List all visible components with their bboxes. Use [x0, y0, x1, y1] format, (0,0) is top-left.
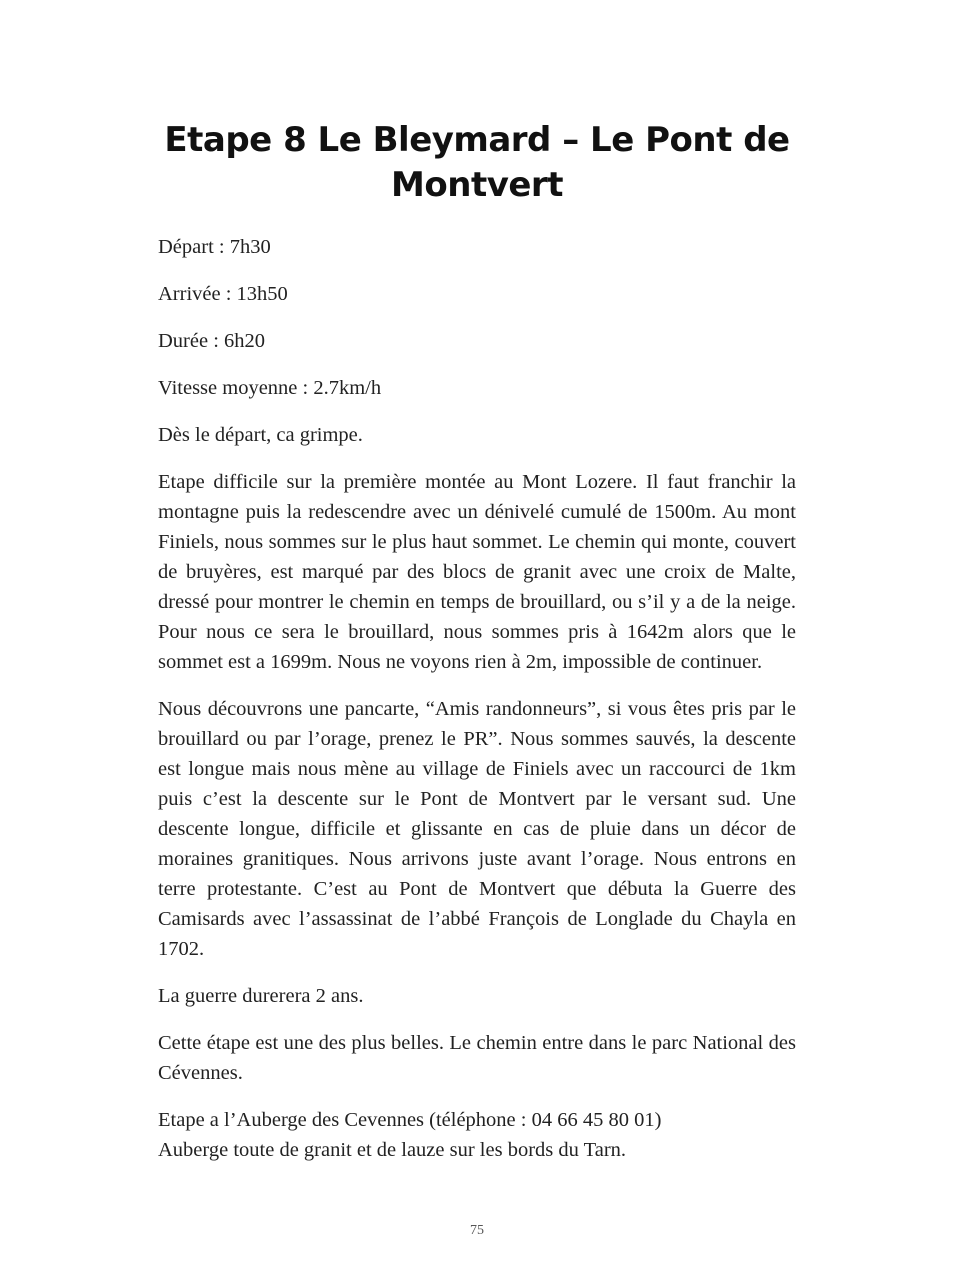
auberge-line-2: Auberge toute de granit et de lauze sur les bords du Tarn. [158, 1139, 627, 1161]
paragraph-intro: Dès le départ, ca grimpe. [158, 424, 363, 446]
page-number: 75 [470, 1223, 484, 1238]
stat-vitesse: Vitesse moyenne : 2.7km/h [158, 377, 382, 399]
stat-depart: Départ : 7h30 [158, 236, 271, 258]
paragraph-guerre: La guerre durerera 2 ans. [158, 985, 364, 1007]
paragraph-auberge [158, 1105, 796, 1165]
auberge-line-1: Etape a l’Auberge des Cevennes (téléphone : 04 66 45 80 01) [158, 1109, 662, 1131]
paragraph-descente: Nous découvrons une pancarte, “Amis randonneurs”, si vous êtes pris par le brouillard ou par l’orage, prenez le PR”. Nous sommes sauvés, la descente est longue mais nous mène au village de Finiels avec un raccourci de 1km puis c’est la descente sur le Pont de Montvert par le versant sud. Une descente longue, difficile et glissante en cas de pluie dans un décor de moraines granitiques. Nous arrivons juste avant l’orage. Nous entrons en terre protestante. C’est au Pont de Montvert que débuta la Guerre des Camisards avec l’assassinat de l’abbé François de Longlade du Chayla en 1702. [158, 698, 796, 960]
document-body [158, 232, 796, 1182]
paragraph-parc-national: Cette étape est une des plus belles. Le chemin entre dans le parc National des Cévennes. [158, 1032, 796, 1084]
stat-duree: Durée : 6h20 [158, 330, 266, 352]
paragraph-mont-lozere: Etape difficile sur la première montée au Mont Lozere. Il faut franchir la montagne puis la redescendre avec un dénivelé cumulé de 1500m. Au mont Finiels, nous sommes sur le plus haut sommet. Le chemin qui monte, couvert de bruyères, est marqué par des blocs de granit avec une croix de Malte, dressé pour montrer le chemin en temps de brouillard, ou s’il y a de la neige. Pour nous ce sera le brouillard, nous sommes pris à 1642m alors que le sommet est a 1699m. Nous ne voyons rien à 2m, impossible de continuer. [158, 471, 796, 673]
page-title: Etape 8 Le Bleymard – Le Pont de Montvert [164, 120, 790, 205]
stat-arrivee: Arrivée : 13h50 [158, 283, 288, 305]
